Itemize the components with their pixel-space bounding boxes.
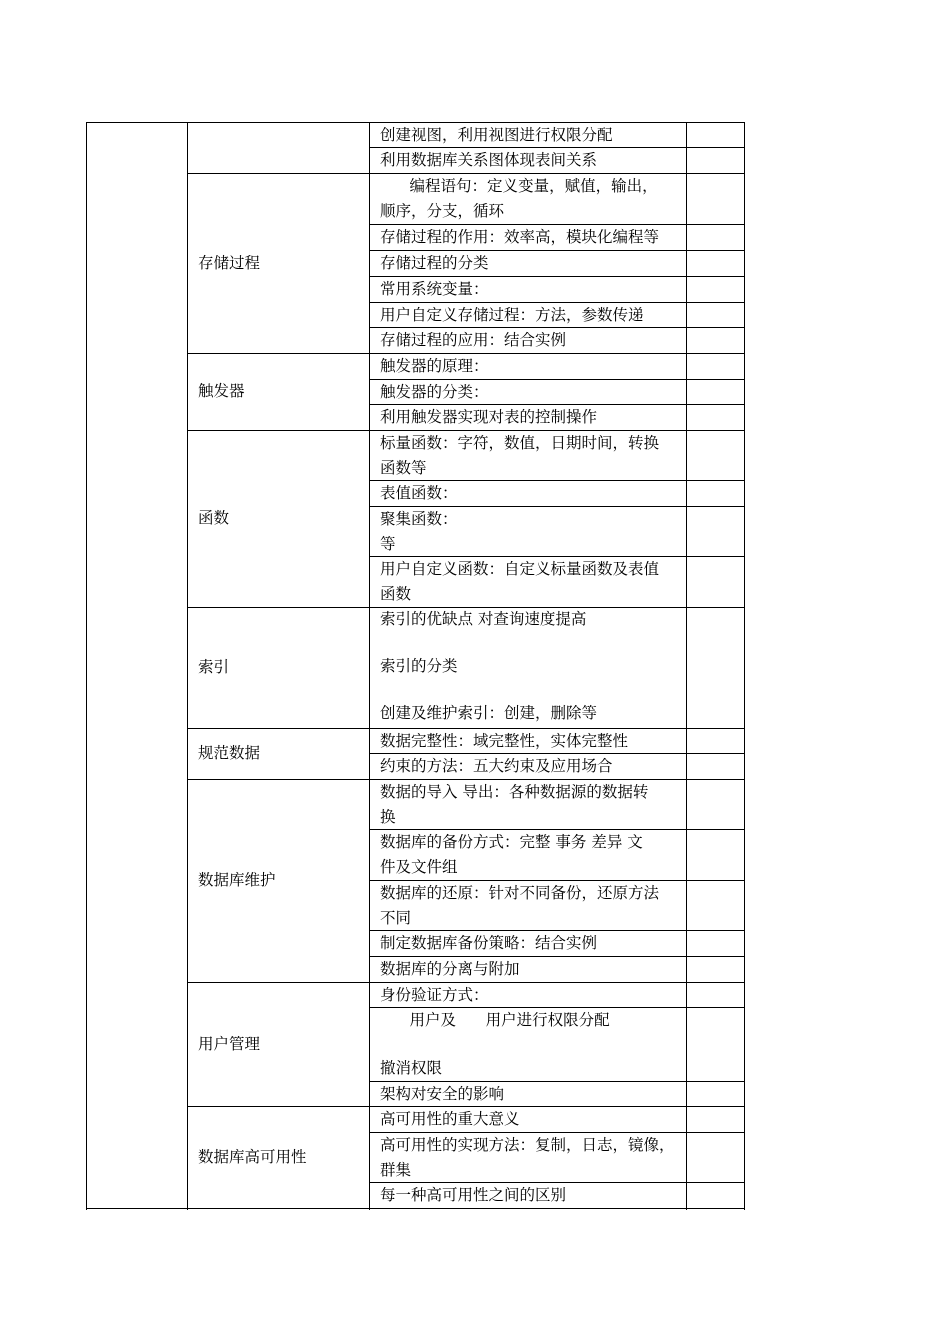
table-border-right <box>744 122 745 1210</box>
topic-database-maintenance: 数据库维护 <box>198 871 276 889</box>
content-item: 利用数据库关系图体现表间关系 <box>380 151 598 169</box>
content-item: 数据库的备份方式：完整 事务 差异 文 件及文件组 <box>380 833 643 876</box>
content-item: 利用触发器实现对表的控制操作 <box>380 408 598 426</box>
content-item: 用户及 用户进行权限分配 撤消权限 <box>380 1011 610 1077</box>
content-item: 存储过程的应用：结合实例 <box>380 331 567 349</box>
content-item: 聚集函数： 等 <box>380 510 458 553</box>
content-item: 数据库的分离与附加 <box>380 960 520 978</box>
content-item: 存储过程的分类 <box>380 254 489 272</box>
topic-index: 索引 <box>198 658 230 676</box>
content-item: 数据完整性：域完整性，实体完整性 <box>380 732 629 750</box>
content-item: 触发器的原理： <box>380 357 489 375</box>
content-item: 标量函数：字符，数值，日期时间，转换 函数等 <box>380 434 660 477</box>
content-item: 常用系统变量： <box>380 280 489 298</box>
content-item: 用户自定义函数：自定义标量函数及表值 函数 <box>380 560 660 603</box>
content-item: 架构对安全的影响 <box>380 1085 505 1103</box>
topic-high-availability: 数据库高可用性 <box>198 1148 307 1166</box>
topic-user-management: 用户管理 <box>198 1035 261 1053</box>
table-border-bottom <box>86 1208 745 1209</box>
content-item: 每一种高可用性之间的区别 <box>380 1186 567 1204</box>
topic-trigger: 触发器 <box>198 382 245 400</box>
topic-function: 函数 <box>198 509 230 527</box>
content-item: 触发器的分类： <box>380 383 489 401</box>
content-item: 身份验证方式： <box>380 986 489 1004</box>
content-item: 高可用性的重大意义 <box>380 1110 520 1128</box>
content-item: 制定数据库备份策略：结合实例 <box>380 934 598 952</box>
content-item: 表值函数： <box>380 484 458 502</box>
topic-stored-procedure: 存储过程 <box>198 254 261 272</box>
content-item: 存储过程的作用：效率高，模块化编程等 <box>380 228 660 246</box>
column-divider <box>686 122 687 1210</box>
content-item: 用户自定义存储过程：方法，参数传递 <box>380 306 644 324</box>
content-item: 索引的优缺点 对查询速度提高 索引的分类 创建及维护索引：创建，删除等 <box>380 610 598 722</box>
content-item: 数据库的还原：针对不同备份，还原方法 不同 <box>380 884 660 927</box>
topic-data-standards: 规范数据 <box>198 744 261 762</box>
content-item: 约束的方法：五大约束及应用场合 <box>380 757 613 775</box>
content-item: 创建视图，利用视图进行权限分配 <box>380 126 613 144</box>
content-item: 数据的导入 导出：各种数据源的数据转 换 <box>380 783 649 826</box>
table-border-left <box>86 122 87 1210</box>
content-item: 编程语句：定义变量，赋值，输出， 顺序，分支，循环 <box>380 177 658 220</box>
content-item: 高可用性的实现方法：复制，日志，镜像， 群集 <box>380 1136 675 1179</box>
